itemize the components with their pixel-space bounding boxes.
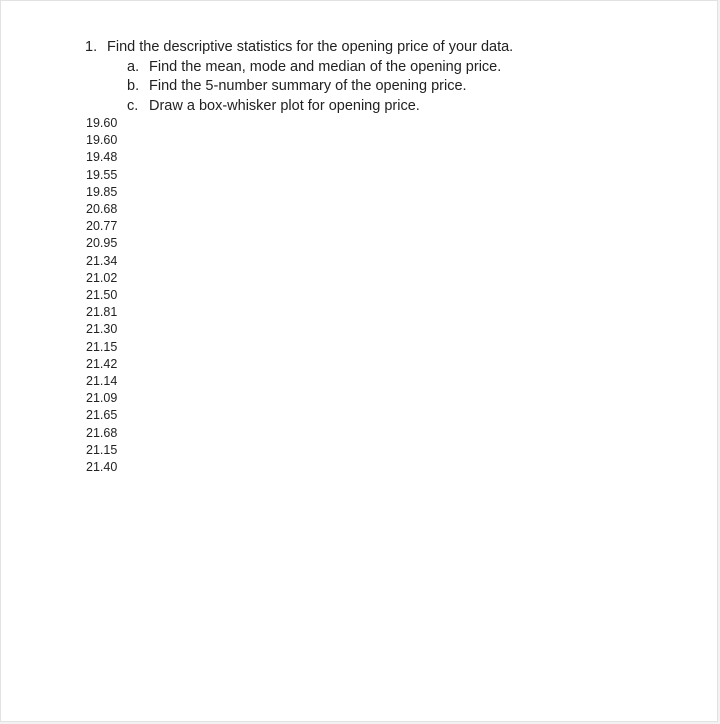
opening-price-value: 21.14 [86, 374, 118, 389]
question-line [85, 38, 685, 58]
opening-price-value: 21.68 [86, 425, 118, 440]
opening-price-value: 20.95 [86, 236, 118, 251]
opening-price-value: 21.81 [86, 305, 118, 320]
question-text: Find the descriptive statistics for the opening price of your data. [107, 39, 514, 55]
question-parts [85, 58, 685, 117]
opening-price-value: 21.65 [86, 408, 118, 423]
opening-price-list [86, 115, 117, 476]
opening-price-value: 21.50 [86, 288, 118, 303]
opening-price-value: 21.42 [86, 356, 118, 371]
opening-price-value: 19.55 [86, 167, 118, 182]
opening-price-value: 21.02 [86, 270, 118, 285]
opening-price-value: 19.48 [86, 150, 118, 165]
question-part-c [85, 97, 685, 117]
opening-price-value: 21.09 [86, 391, 118, 406]
question-part-a [85, 58, 685, 78]
part-text: Draw a box-whisker plot for opening price. [149, 97, 420, 114]
question-number: 1. [85, 39, 98, 55]
opening-price-value: 21.34 [86, 253, 118, 268]
question-part-b [85, 77, 685, 97]
opening-price-value: 20.77 [86, 219, 118, 234]
opening-price-value: 21.15 [86, 442, 118, 457]
opening-price-value: 21.40 [86, 460, 118, 475]
part-text: Find the mean, mode and median of the opening price. [149, 58, 502, 75]
part-letter: c. [127, 97, 139, 114]
part-letter: b. [127, 78, 140, 94]
part-text: Find the 5-number summary of the opening price. [149, 78, 467, 94]
opening-price-value: 19.60 [86, 116, 118, 130]
part-letter: a. [127, 58, 140, 75]
opening-price-value: 20.68 [86, 202, 118, 217]
opening-price-value: 19.85 [86, 184, 118, 199]
opening-price-value: 21.30 [86, 322, 118, 337]
opening-price-value: 19.60 [86, 133, 118, 148]
question-block [85, 38, 685, 116]
opening-price-value: 21.15 [86, 339, 118, 354]
